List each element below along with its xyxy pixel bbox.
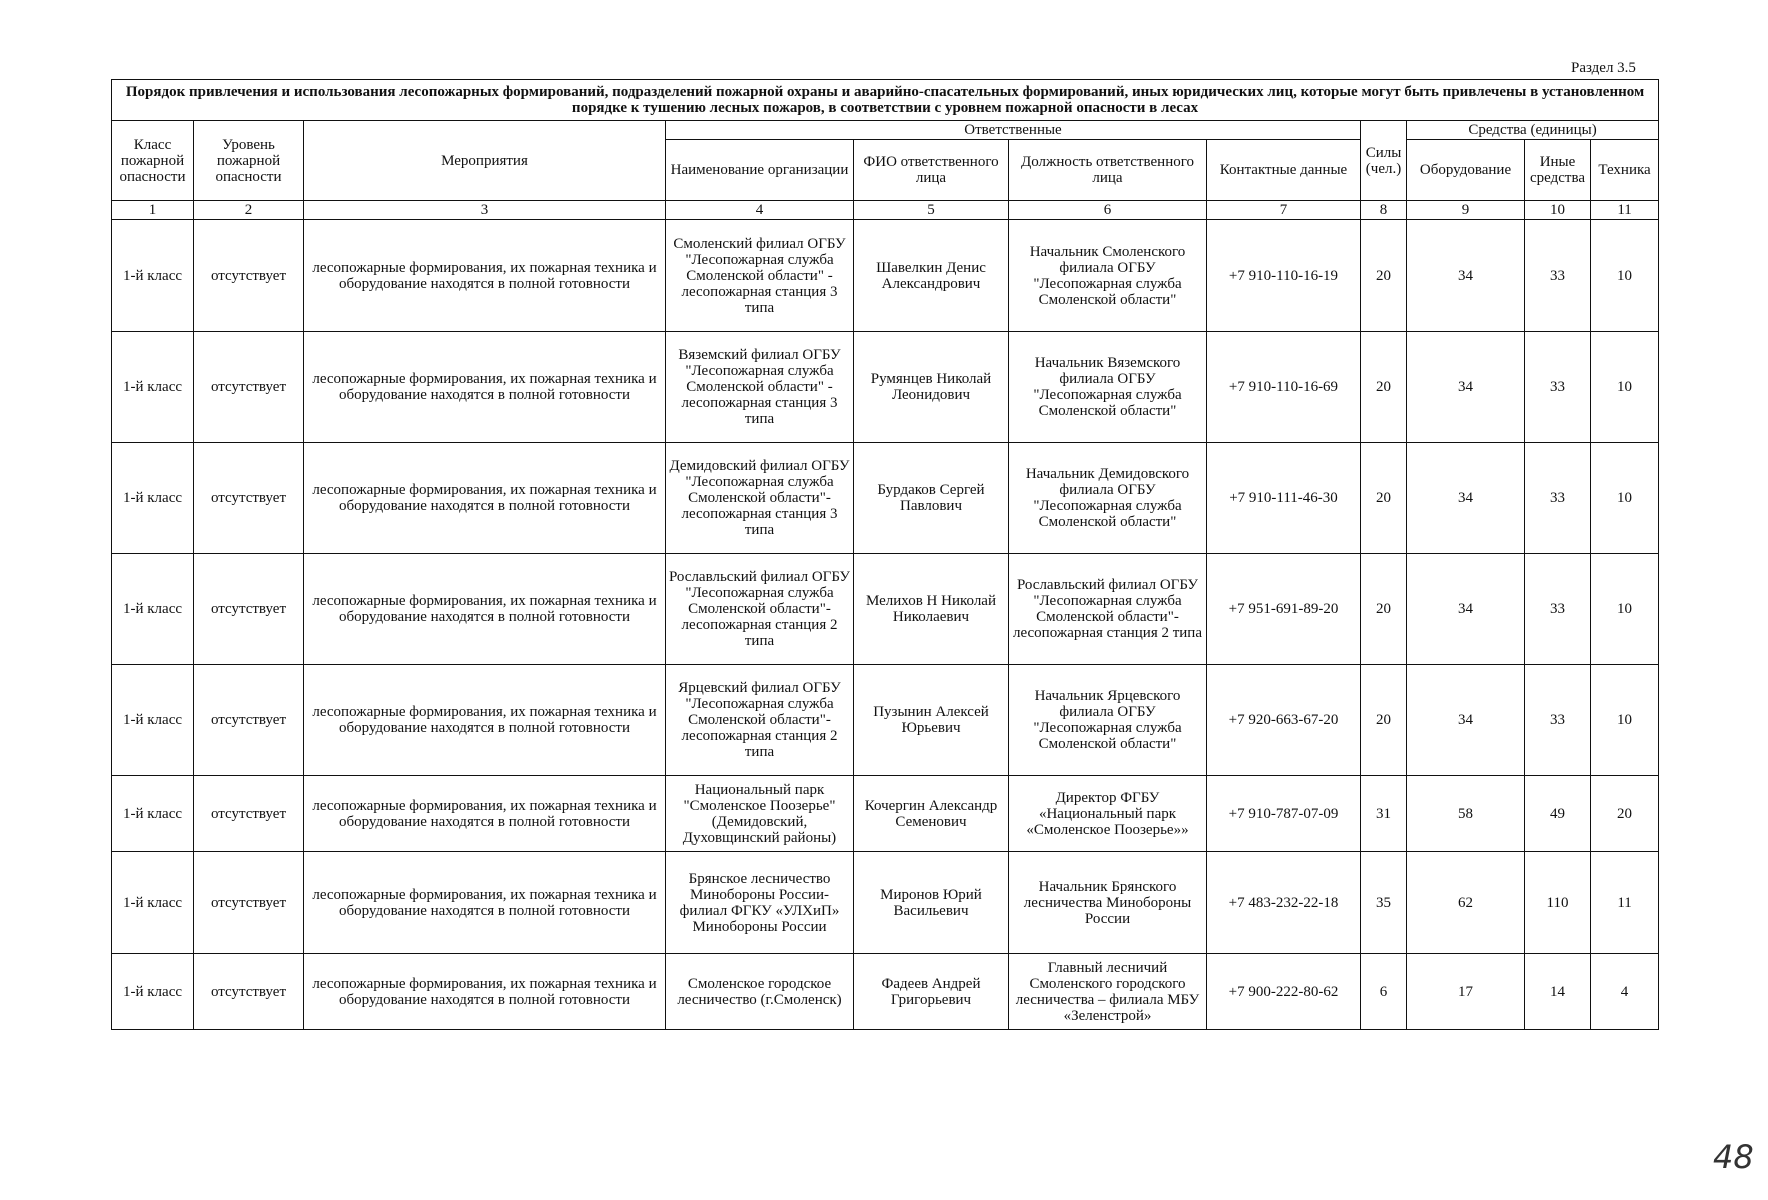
cell-forces: 20 [1361, 220, 1407, 332]
cell-class: 1-й класс [112, 665, 194, 776]
cell-other: 33 [1525, 332, 1591, 443]
cell-machinery: 11 [1591, 852, 1659, 954]
column-number: 4 [666, 201, 854, 220]
cell-fio: Румянцев Николай Леонидович [854, 332, 1009, 443]
cell-measures: лесопожарные формирования, их пожарная техника и оборудование находятся в полной готовности [304, 554, 666, 665]
cell-class: 1-й класс [112, 776, 194, 852]
cell-level: отсутствует [194, 443, 304, 554]
header-other-means: Иные средства [1525, 140, 1591, 201]
cell-forces: 20 [1361, 443, 1407, 554]
cell-machinery: 10 [1591, 332, 1659, 443]
fire-forces-table [111, 79, 1659, 1030]
cell-measures: лесопожарные формирования, их пожарная техника и оборудование находятся в полной готовности [304, 954, 666, 1030]
cell-contacts: +7 910-111-46-30 [1207, 443, 1361, 554]
table-row [112, 665, 1659, 776]
cell-position: Начальник Ярцевского филиала ОГБУ "Лесопожарная служба Смоленской области" [1009, 665, 1207, 776]
cell-level: отсутствует [194, 332, 304, 443]
cell-machinery: 10 [1591, 665, 1659, 776]
cell-machinery: 4 [1591, 954, 1659, 1030]
column-number: 7 [1207, 201, 1361, 220]
cell-fio: Миронов Юрий Васильевич [854, 852, 1009, 954]
title-row [112, 80, 1659, 121]
cell-level: отсутствует [194, 954, 304, 1030]
column-number: 3 [304, 201, 666, 220]
section-label: Раздел 3.5 [1571, 60, 1636, 76]
cell-class: 1-й класс [112, 220, 194, 332]
cell-fio: Шавелкин Денис Александрович [854, 220, 1009, 332]
cell-contacts: +7 910-110-16-19 [1207, 220, 1361, 332]
cell-contacts: +7 900-222-80-62 [1207, 954, 1361, 1030]
header-position: Должность ответственного лица [1009, 140, 1207, 201]
header-fio: ФИО ответственного лица [854, 140, 1009, 201]
cell-equipment: 34 [1407, 443, 1525, 554]
column-number: 2 [194, 201, 304, 220]
cell-other: 33 [1525, 554, 1591, 665]
header-equipment: Оборудование [1407, 140, 1525, 201]
header-level: Уровень пожарной опасности [194, 121, 304, 201]
table-title: Порядок привлечения и использования лесопожарных формирований, подразделений пожарной охраны и аварийно-спасательных формирований, иных юридических лиц, которые могут быть привлечены в установленном порядке к тушению лесных пожаров, в соответствии с уровнем пожарной опасности в лесах [112, 80, 1659, 121]
cell-other: 33 [1525, 443, 1591, 554]
cell-position: Рославльский филиал ОГБУ "Лесопожарная служба Смоленской области"- лесопожарная станция 2 типа [1009, 554, 1207, 665]
cell-position: Начальник Брянского лесничества Минобороны России [1009, 852, 1207, 954]
cell-equipment: 34 [1407, 220, 1525, 332]
cell-contacts: +7 920-663-67-20 [1207, 665, 1361, 776]
cell-forces: 6 [1361, 954, 1407, 1030]
cell-machinery: 20 [1591, 776, 1659, 852]
cell-contacts: +7 910-110-16-69 [1207, 332, 1361, 443]
cell-other: 33 [1525, 220, 1591, 332]
cell-position: Главный лесничий Смоленского городского лесничества – филиала МБУ «Зеленстрой» [1009, 954, 1207, 1030]
cell-machinery: 10 [1591, 443, 1659, 554]
header-class: Класс пожарной опасности [112, 121, 194, 201]
column-number: 11 [1591, 201, 1659, 220]
cell-level: отсутствует [194, 220, 304, 332]
cell-org: Национальный парк "Смоленское Поозерье" (Демидовский, Духовщинский районы) [666, 776, 854, 852]
header-org-name: Наименование организации [666, 140, 854, 201]
cell-position: Начальник Вяземского филиала ОГБУ "Лесопожарная служба Смоленской области" [1009, 332, 1207, 443]
table-row [112, 554, 1659, 665]
header-machinery: Техника [1591, 140, 1659, 201]
table-row [112, 852, 1659, 954]
cell-other: 110 [1525, 852, 1591, 954]
cell-fio: Кочергин Александр Семенович [854, 776, 1009, 852]
cell-org: Вяземский филиал ОГБУ "Лесопожарная служба Смоленской области" - лесопожарная станция 3 типа [666, 332, 854, 443]
cell-forces: 20 [1361, 554, 1407, 665]
table-row [112, 954, 1659, 1030]
cell-fio: Мелихов Н Николай Николаевич [854, 554, 1009, 665]
cell-org: Ярцевский филиал ОГБУ "Лесопожарная служба Смоленской области"- лесопожарная станция 2 типа [666, 665, 854, 776]
cell-forces: 20 [1361, 665, 1407, 776]
cell-contacts: +7 483-232-22-18 [1207, 852, 1361, 954]
cell-equipment: 17 [1407, 954, 1525, 1030]
cell-position: Начальник Смоленского филиала ОГБУ "Лесопожарная служба Смоленской области" [1009, 220, 1207, 332]
cell-other: 49 [1525, 776, 1591, 852]
cell-position: Директор ФГБУ «Национальный парк «Смоленское Поозерье»» [1009, 776, 1207, 852]
table-row [112, 776, 1659, 852]
cell-level: отсутствует [194, 852, 304, 954]
cell-equipment: 34 [1407, 554, 1525, 665]
table-row [112, 332, 1659, 443]
cell-equipment: 58 [1407, 776, 1525, 852]
cell-contacts: +7 951-691-89-20 [1207, 554, 1361, 665]
table-row [112, 443, 1659, 554]
cell-fio: Бурдаков Сергей Павлович [854, 443, 1009, 554]
cell-other: 33 [1525, 665, 1591, 776]
cell-fio: Пузынин Алексей Юрьевич [854, 665, 1009, 776]
cell-org: Смоленское городское лесничество (г.Смоленск) [666, 954, 854, 1030]
cell-level: отсутствует [194, 554, 304, 665]
cell-org: Демидовский филиал ОГБУ "Лесопожарная служба Смоленской области"- лесопожарная станция 3 типа [666, 443, 854, 554]
column-number: 9 [1407, 201, 1525, 220]
cell-forces: 35 [1361, 852, 1407, 954]
column-number: 8 [1361, 201, 1407, 220]
cell-contacts: +7 910-787-07-09 [1207, 776, 1361, 852]
column-number: 6 [1009, 201, 1207, 220]
cell-machinery: 10 [1591, 220, 1659, 332]
cell-fio: Фадеев Андрей Григорьевич [854, 954, 1009, 1030]
cell-class: 1-й класс [112, 332, 194, 443]
page-number: 48 [1713, 1138, 1754, 1176]
header-row-1 [112, 121, 1659, 140]
cell-measures: лесопожарные формирования, их пожарная техника и оборудование находятся в полной готовности [304, 443, 666, 554]
header-responsible: Ответственные [666, 121, 1361, 140]
cell-measures: лесопожарные формирования, их пожарная техника и оборудование находятся в полной готовности [304, 852, 666, 954]
column-number: 1 [112, 201, 194, 220]
cell-level: отсутствует [194, 665, 304, 776]
cell-equipment: 62 [1407, 852, 1525, 954]
cell-measures: лесопожарные формирования, их пожарная техника и оборудование находятся в полной готовности [304, 776, 666, 852]
cell-measures: лесопожарные формирования, их пожарная техника и оборудование находятся в полной готовности [304, 332, 666, 443]
cell-forces: 31 [1361, 776, 1407, 852]
cell-level: отсутствует [194, 776, 304, 852]
header-measures: Мероприятия [304, 121, 666, 201]
header-forces: Силы (чел.) [1361, 121, 1407, 201]
cell-measures: лесопожарные формирования, их пожарная техника и оборудование находятся в полной готовности [304, 220, 666, 332]
cell-class: 1-й класс [112, 443, 194, 554]
cell-class: 1-й класс [112, 954, 194, 1030]
header-means: Средства (единицы) [1407, 121, 1659, 140]
cell-measures: лесопожарные формирования, их пожарная техника и оборудование находятся в полной готовности [304, 665, 666, 776]
table-row [112, 220, 1659, 332]
cell-class: 1-й класс [112, 852, 194, 954]
cell-forces: 20 [1361, 332, 1407, 443]
cell-org: Рославльский филиал ОГБУ "Лесопожарная служба Смоленской области"- лесопожарная станция 2 типа [666, 554, 854, 665]
column-number: 10 [1525, 201, 1591, 220]
column-number: 5 [854, 201, 1009, 220]
header-contacts: Контактные данные [1207, 140, 1361, 201]
cell-class: 1-й класс [112, 554, 194, 665]
cell-org: Смоленский филиал ОГБУ "Лесопожарная служба Смоленской области" - лесопожарная станция 3 типа [666, 220, 854, 332]
column-number-row [112, 201, 1659, 220]
cell-other: 14 [1525, 954, 1591, 1030]
cell-org: Брянское лесничество Минобороны России- филиал ФГКУ «УЛХиП» Минобороны России [666, 852, 854, 954]
cell-equipment: 34 [1407, 332, 1525, 443]
cell-equipment: 34 [1407, 665, 1525, 776]
cell-position: Начальник Демидовского филиала ОГБУ "Лесопожарная служба Смоленской области" [1009, 443, 1207, 554]
cell-machinery: 10 [1591, 554, 1659, 665]
